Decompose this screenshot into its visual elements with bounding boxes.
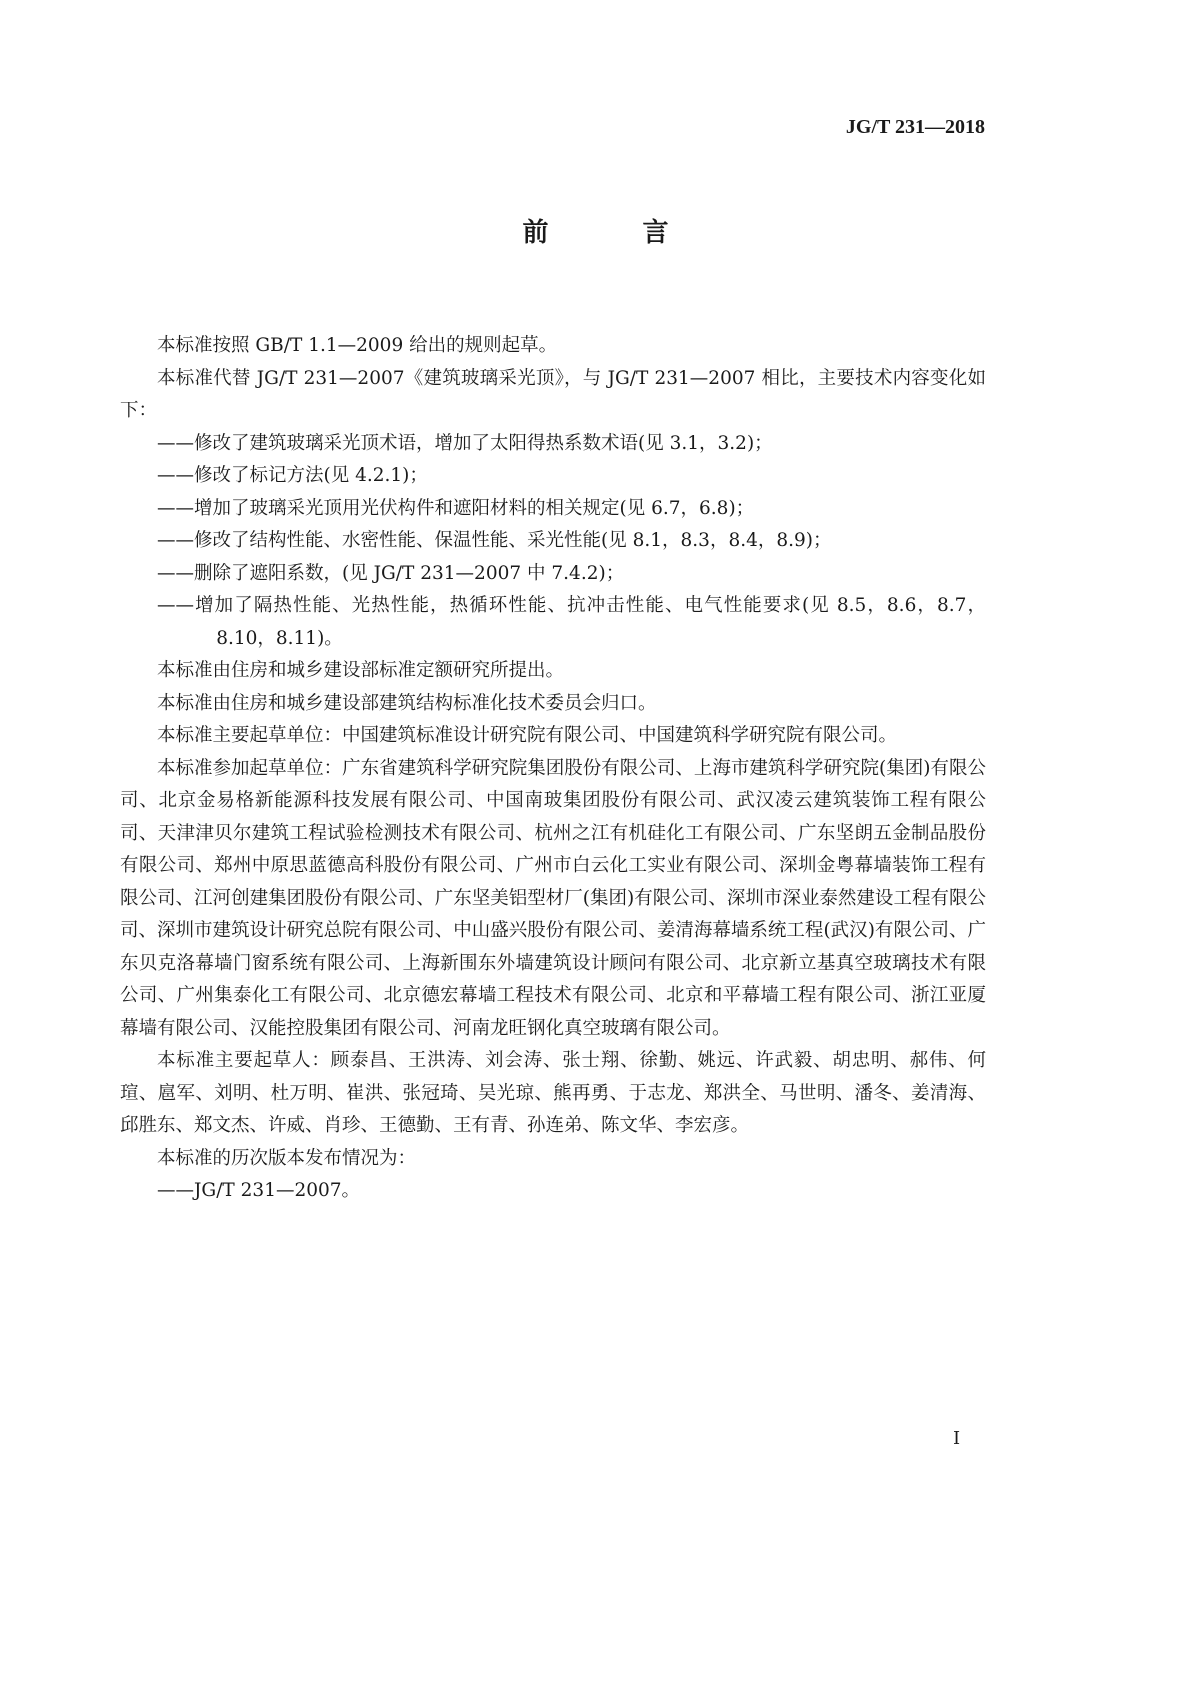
list-item: ——JG/T 231—2007。 [157,1180,361,1201]
list-item: ——删除了遮阳系数，(见 JG/T 231—2007 中 7.4.2)； [157,562,625,584]
paragraph: 本标准主要起草人：顾泰昌、王洪涛、刘会涛、张士翔、徐勤、姚远、许武毅、胡忠明、郝伟、何瑄、扈军、刘明、杜万明、崔洪、张冠琦、吴光琼、熊再勇、于志龙、郑洪全、马世明、潘冬、姜清海、邱胜东、郑文杰、许威、肖珍、王德勤、王有青、孙连弟、陈文华、李宏彦。 [120,1050,986,1136]
list-item: ——修改了建筑玻璃采光顶术语，增加了太阳得热系数术语(见 3.1，3.2)； [157,432,773,454]
paragraph: 本标准由住房和城乡建设部标准定额研究所提出。 [157,660,565,681]
page-number: I [953,1428,961,1449]
list-item: ——增加了隔热性能、光热性能，热循环性能、抗冲击性能、电气性能要求(见 8.5，8.6，8.7，8.10，8.11)。 [157,595,986,649]
paragraph: 本标准主要起草单位：中国建筑标准设计研究院有限公司、中国建筑科学研究院有限公司。 [157,725,898,746]
list-item: ——修改了标记方法(见 4.2.1)； [157,465,428,486]
list-item: ——增加了玻璃采光顶用光伏构件和遮阳材料的相关规定(见 6.7，6.8)； [157,497,755,519]
paragraph: 本标准由住房和城乡建设部建筑结构标准化技术委员会归口。 [157,692,657,714]
paragraph: 本标准代替 JG/T 231—2007《建筑玻璃采光顶》，与 JG/T 231—2007 相比，主要技术内容变化如下： [120,367,986,421]
page-title: 前 言 [522,218,703,248]
document-body [120,330,986,1208]
paragraph: 本标准的历次版本发布情况为： [157,1147,417,1169]
paragraph: 本标准按照 GB/T 1.1—2009 给出的规则起草。 [157,335,558,356]
list-item: ——修改了结构性能、水密性能、保温性能、采光性能(见 8.1，8.3，8.4，8.9)； [157,530,832,551]
paragraph: 本标准参加起草单位：广东省建筑科学研究院集团股份有限公司、上海市建筑科学研究院(集团)有限公司、北京金易格新能源科技发展有限公司、中国南玻集团股份有限公司、武汉凌云建筑装饰工程有限公司、天津津贝尔建筑工程试验检测技术有限公司、杭州之江有机硅化工有限公司、广东坚朗五金制品股份有限公司、郑州中原思蓝德高科股份有限公司、广州市白云化工实业有限公司、深圳金粤幕墙装饰工程有限公司、江河创建集团股份有限公司、广东坚美铝型材厂(集团)有限公司、深圳市深业泰然建设工程有限公司、深圳市建筑设计研究总院有限公司、中山盛兴股份有限公司、姜清海幕墙系统工程(武汉)有限公司、广东贝克洛幕墙门窗系统有限公司、上海新围东外墙建筑设计顾问有限公司、北京新立基真空玻璃技术有限公司、广州集泰化工有限公司、北京德宏幕墙工程技术有限公司、北京和平幕墙工程有限公司、浙江亚厦幕墙有限公司、汉能控股集团有限公司、河南龙旺钢化真空玻璃有限公司。 [120,757,986,1039]
standard-number: JG/T 231—2018 [845,116,985,138]
